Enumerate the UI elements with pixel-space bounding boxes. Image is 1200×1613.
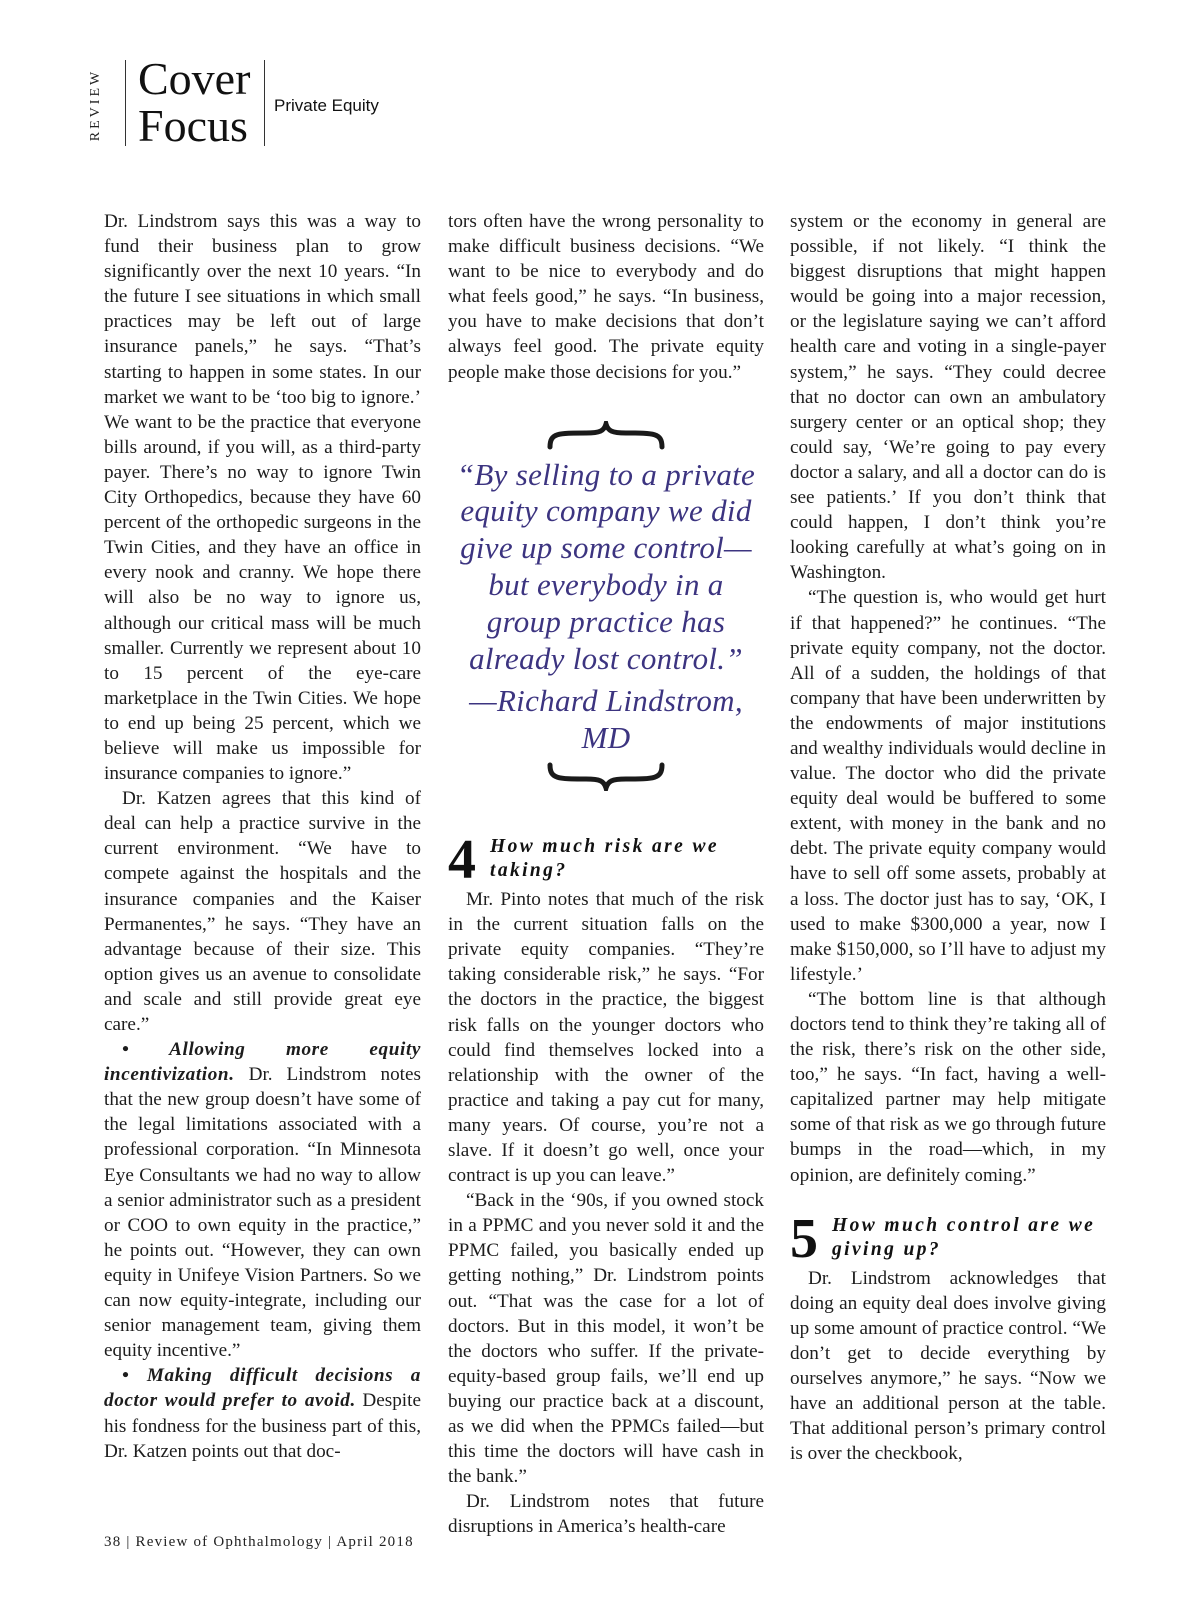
subsection-number: 5 (790, 1207, 818, 1270)
subsection-title: How much risk are we taking? (490, 836, 719, 882)
bullet-lead: • Allowing more equity incentivization. (104, 1039, 421, 1086)
paragraph: “Back in the ‘90s, if you owned stock in a PPMC and you never sold it and the PPMC failed, you basically ended up getting nothing,” Dr. Lindstrom points out. “That was the case for a lot of doctors. But in this model, it won’t be the doctors who suffer. If the private-equity-based group fails, we’ll end up buying our practice back at a discount, as we did when the PPMCs failed—but this time the doctors will have cash in the bank.” (448, 1190, 764, 1488)
page-footer: 38 | Review of Ophthalmology | April 2018 (104, 1534, 414, 1550)
subsection-heading-5 (790, 1207, 1106, 1270)
paragraph: Dr. Lindstrom acknowledges that doing an equity deal does involve giving up some amount of practice control. “We don’t get to decide everything by ourselves anymore,” he says. “Now we have an additional person at the table. That additional person’s primary control is over the checkbook, (790, 1267, 1106, 1465)
subsection-title: How much control are we giving up? (832, 1214, 1096, 1260)
paragraph: Mr. Pinto notes that much of the risk in the current situation falls on the private equity companies. “They’re taking considerable risk,” he says. “For the doctors in the practice, the biggest risk falls on the younger doctors who could find themselves locked into a relationship with the owner of the practice and taking a pay cut for many, many years. Of course, you’re not a slave. If it doesn’t go well, once your contract is up you can leave.” (448, 889, 764, 1187)
paragraph (104, 1363, 421, 1463)
paragraph: Dr. Katzen agrees that this kind of deal can help a practice survive in the current environment. “We have to compete against the hospitals and the insurance companies and the Kaiser Permanentes,” he says. “They have an advantage because of their size. This option gives us an avenue to consolidate and scale and still provide great eye care.” (104, 788, 421, 1035)
bullet-lead: • Making difficult decisions a doctor would prefer to avoid. (104, 1365, 421, 1412)
paragraph-body: Dr. Lindstrom notes that the new group doesn’t have some of the legal limitations associated with a professional corporation. “In Minnesota Eye Consultants we had no way to allow a senior administrator such as a president or COO to own equity in the practice,” he points out. “However, they can own equity in Unifeye Vision Partners. So we can now equity-integrate, including our senior management team, giving them equity incentive.” (104, 1064, 421, 1362)
review-vertical-label (82, 62, 110, 147)
brace-top-icon (546, 421, 666, 451)
paragraph: Dr. Lindstrom says this was a way to fund their business plan to grow significantly over the next 10 years. “In the future I see situations in which small practices may be left out of large insurance panels,” he says. “That’s starting to happen in some states. In our market we want to be ‘too big to ignore.’ We want to be the practice that everyone bills around, if you will, as a third-party payer. There’s no way to ignore Twin City Orthopedics, because they have 60 percent of the orthopedic surgeons in the Twin Cities, and they have an office in every nook and cranny. We hope there will also be no way to ignore us, although our critical mass will be much smaller. Currently we represent about 10 to 15 percent of the eye-care marketplace in the Twin Cities. We hope to end up being 25 percent, which we believe will make us impossible for insurance companies to ignore.” (104, 211, 421, 785)
paragraph-body: Despite his fondness for the business part of this, Dr. Katzen points out that doc- (104, 1390, 421, 1462)
paragraph: “The question is, who would get hurt if that happened?” he continues. “The private equity company, not the doctor. All of a sudden, the holdings of that company that have been underwritten by the endowments of major institutions and wealthy individuals would decline in value. The doctor who did the private equity deal would be buffered to some extent, with money in the bank and no debt. The private equity company would have to sell off some assets, probably at a loss. The doctor just has to say, ‘OK, I used to make $300,000 a year, now I make $150,000, so I’ll have to adjust my lifestyle.’ (790, 587, 1106, 985)
paragraph: Dr. Lindstrom notes that future disruptions in America’s health-care (448, 1491, 764, 1538)
pull-quote (448, 421, 764, 791)
section-tag: Private Equity (274, 96, 379, 115)
paragraph (104, 1037, 421, 1363)
title-line-cover: Cover (138, 53, 251, 104)
title-line-focus: Focus (138, 100, 248, 151)
header-divider-left (125, 60, 126, 146)
pull-quote-text: “By selling to a private equity company we did give up some control—but everybody in a group practice has already lost control.” (456, 456, 756, 676)
paragraph: system or the economy in general are possible, if not likely. “I think the biggest disruptions that might happen would be going into a major recession, or the legislature saying we can’t afford health care and voting in a single-payer system,” he says. “They could decree that no doctor can own an ambulatory surgery center or an optical shop; they could say, ‘We’re going to pay every doctor a salary, and all a doctor can do is see patients.’ If you don’t think that could happen, I don’t think you’re looking carefully at what’s going on in Washington. (790, 211, 1106, 584)
pull-quote-attribution: —Richard Lindstrom, MD (469, 683, 743, 756)
brace-bottom-icon (546, 761, 666, 791)
review-label-text: REVIEW (88, 68, 103, 141)
paragraph: tors often have the wrong personality to make difficult business decisions. “We want to be nice to everybody and do what feels good,” he says. “In business, you have to make decisions that don’t always feel good. The private equity people make those decisions for you.” (448, 211, 764, 383)
header-divider-right (264, 60, 265, 146)
article-column-1 (104, 209, 421, 1464)
subsection-number: 4 (448, 829, 476, 892)
article-column-2 (448, 209, 764, 1539)
subsection-heading-4 (448, 829, 764, 892)
paragraph: “The bottom line is that although doctors tend to think they’re taking all of the risk, there’s risk on the other side, too,” he says. “In fact, having a well-capitalized partner may help mitigate some of that risk as we go through future bumps in the road—which, in my opinion, are definitely coming.” (790, 988, 1106, 1186)
article-column-3 (790, 209, 1106, 1466)
cover-focus-title (138, 53, 251, 151)
